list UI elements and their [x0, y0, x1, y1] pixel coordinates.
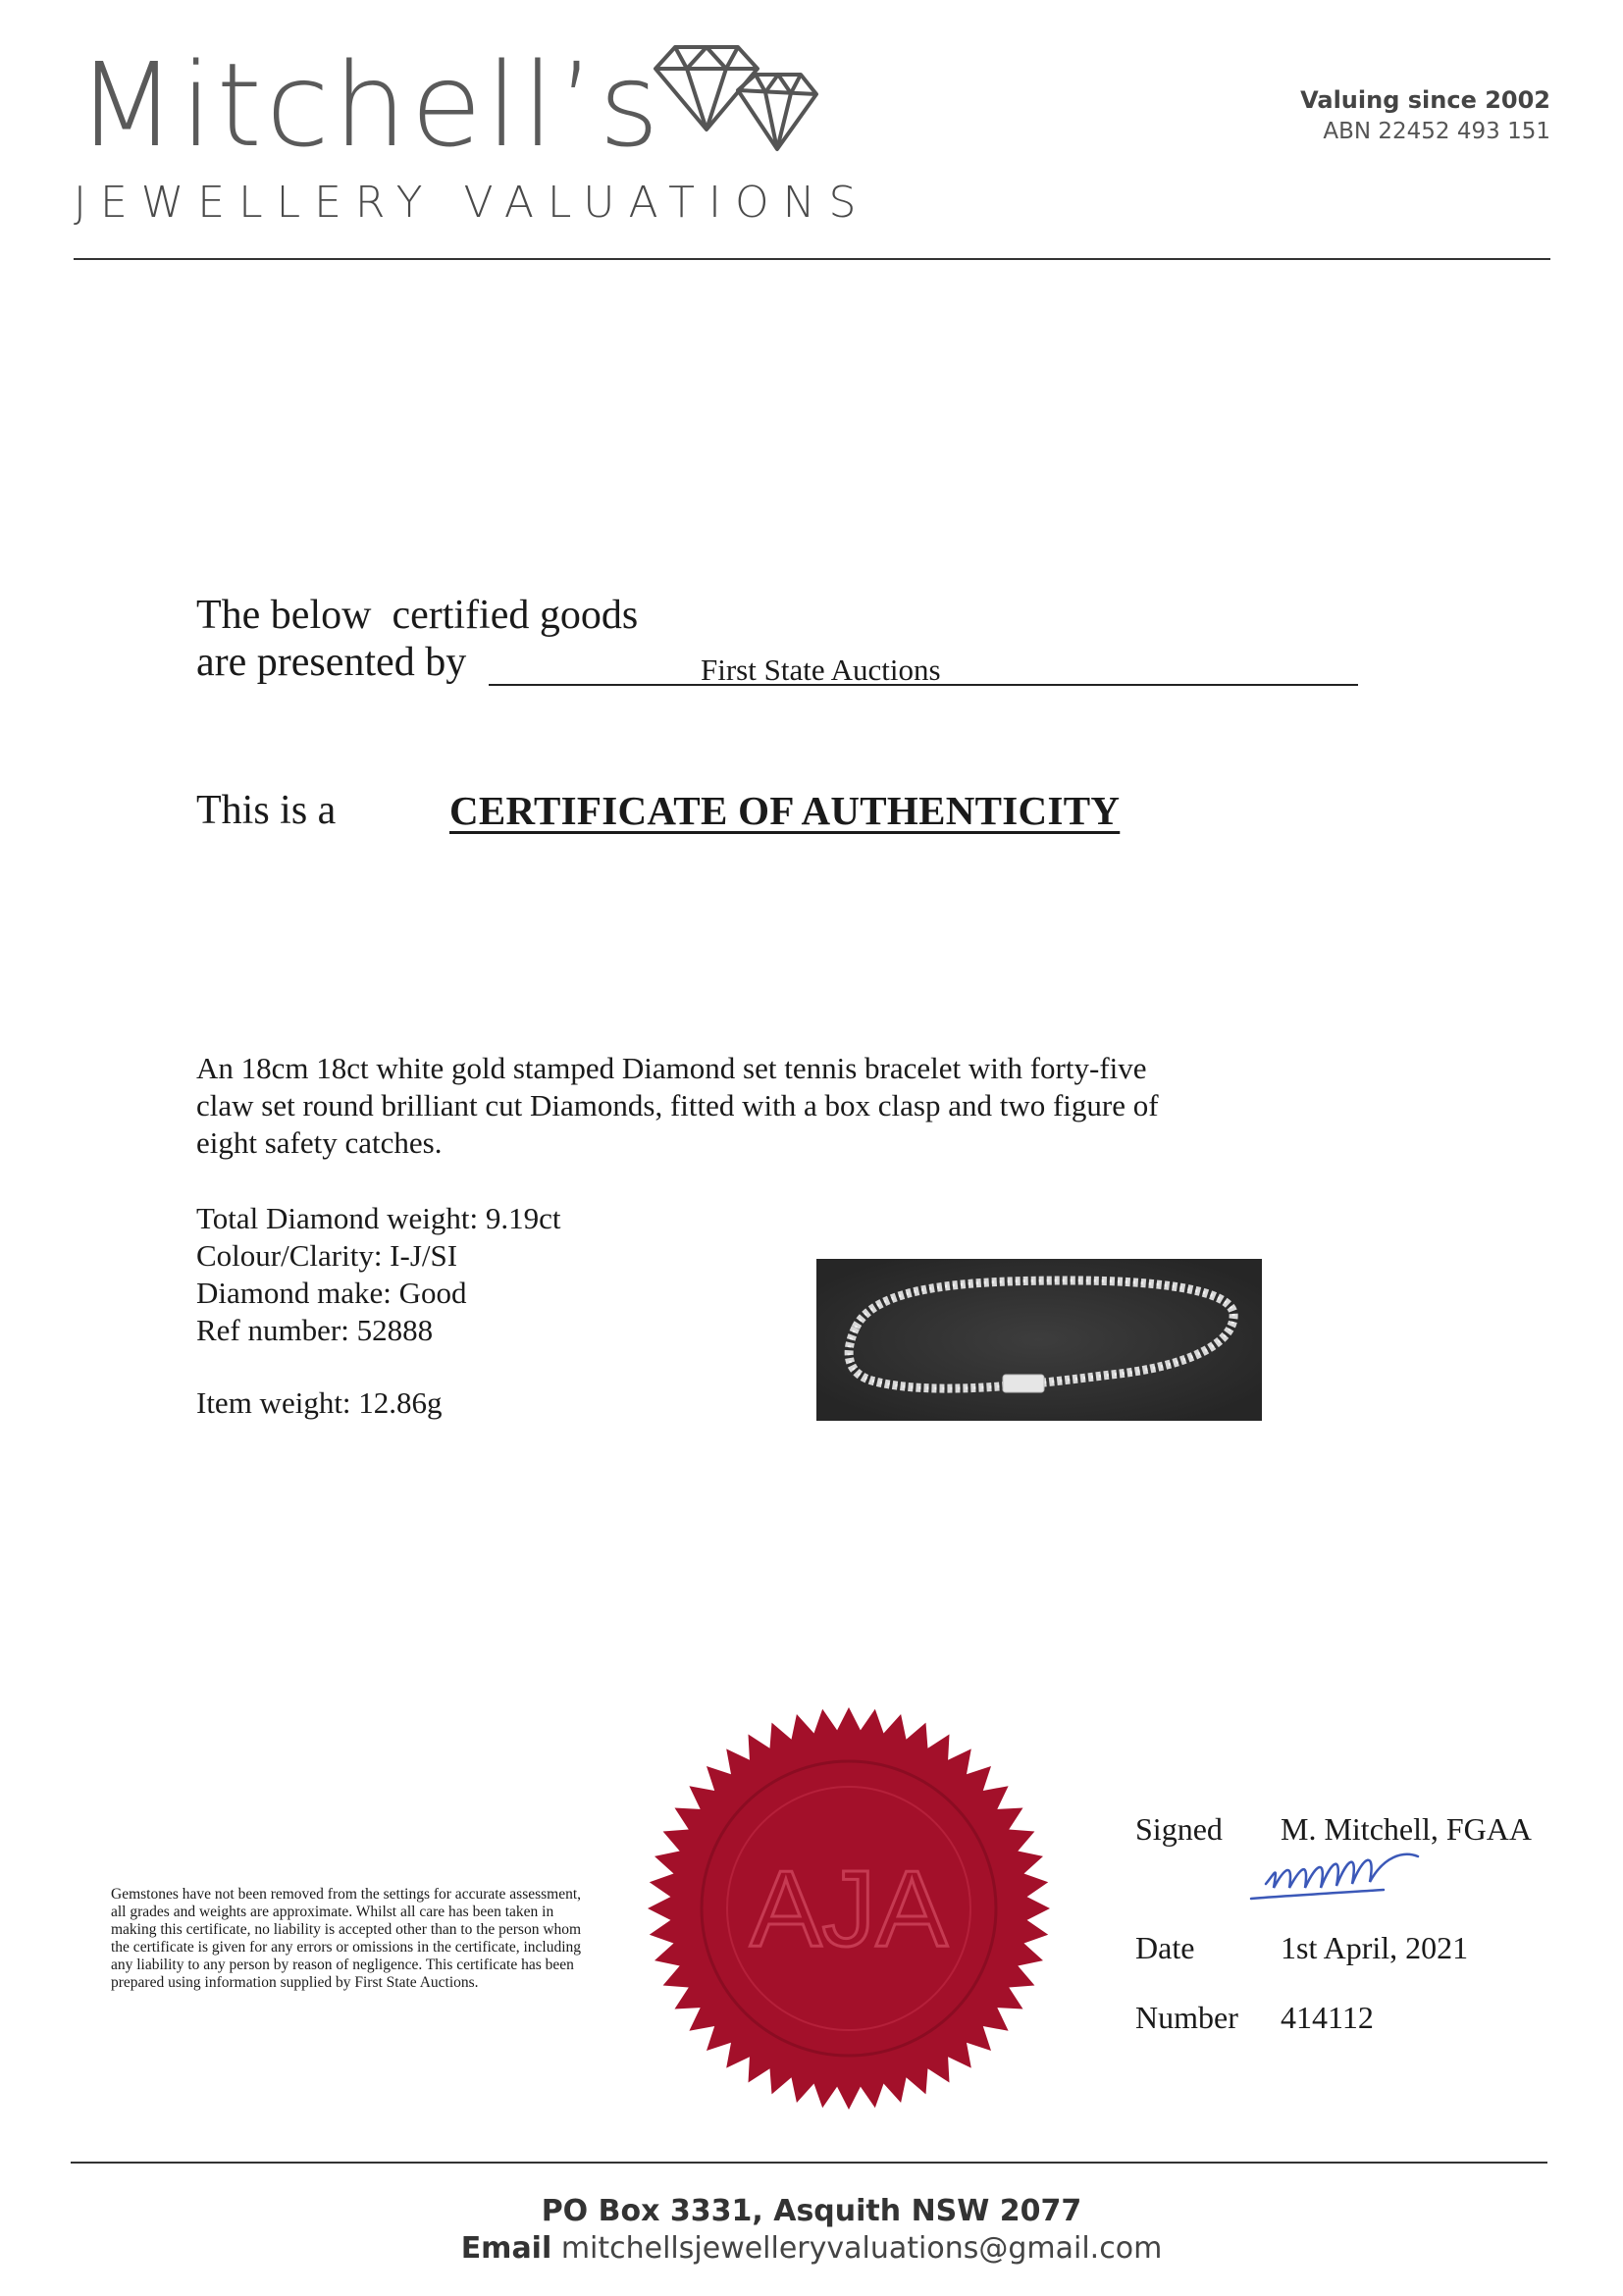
certificate-date: 1st April, 2021	[1281, 1930, 1469, 1965]
number-label: Number	[1135, 2000, 1238, 2035]
footer-divider	[71, 2162, 1547, 2164]
brand-name: Mitchell’s	[77, 37, 663, 173]
abn-number: ABN 22452 493 151	[1323, 119, 1550, 144]
certificate-title: CERTIFICATE OF AUTHENTICITY	[449, 788, 1121, 833]
signed-label: Signed	[1135, 1811, 1223, 1847]
item-description	[196, 1050, 1276, 1162]
email-label: Email	[460, 2231, 552, 2266]
bracelet-image	[816, 1259, 1262, 1421]
email-address[interactable]: mitchellsjewelleryvaluations@gmail.com	[560, 2231, 1163, 2266]
brand-subtitle: JEWELLERY VALUATIONS	[74, 178, 870, 228]
seal-monogram: AJA	[750, 1849, 948, 1969]
postal-address: PO Box 3331, Asquith NSW 2077	[541, 2194, 1082, 2228]
description-line: eight safety catches.	[196, 1125, 443, 1160]
header-divider	[74, 258, 1550, 260]
valuing-since: Valuing since 2002	[1300, 86, 1550, 114]
ref-number: Ref number: 52888	[196, 1313, 434, 1347]
presented-line-1: The below certified goods	[196, 593, 639, 638]
diamond-logo-icon	[648, 39, 824, 157]
certificate-intro: This is a	[196, 788, 337, 833]
presenter-name: First State Auctions	[701, 652, 941, 687]
certificate-number: 414112	[1281, 2000, 1374, 2035]
item-weight: Item weight: 12.86g	[196, 1385, 443, 1420]
signer-name: M. Mitchell, FGAA	[1281, 1811, 1532, 1847]
diamond-make: Diamond make: Good	[196, 1276, 467, 1310]
email-line	[0, 2231, 1623, 2266]
date-label: Date	[1135, 1930, 1195, 1965]
bracelet-photo	[816, 1259, 1262, 1421]
disclaimer: Gemstones have not been removed from the settings for accurate assessment, all grades and weights are approximate. Whilst all care has been taken in making this certificate, no liability is accepted other than to the person whom the certificate is given for any errors or omissions in the certificate, including any liability to any person by reason of negligence. This certificate has been prepared using information supplied by First State Auctions.	[111, 1886, 582, 1991]
description-line: claw set round brilliant cut Diamonds, fitted with a box clasp and two figure of	[196, 1088, 1159, 1122]
handwritten-signature	[1246, 1845, 1462, 1913]
total-diamond-weight: Total Diamond weight: 9.19ct	[196, 1201, 561, 1235]
description-line: An 18cm 18ct white gold stamped Diamond set tennis bracelet with forty-five	[196, 1051, 1147, 1085]
presented-line-2: are presented by	[196, 640, 467, 685]
wax-seal	[643, 1702, 1055, 2114]
colour-clarity: Colour/Clarity: I-J/SI	[196, 1238, 458, 1273]
